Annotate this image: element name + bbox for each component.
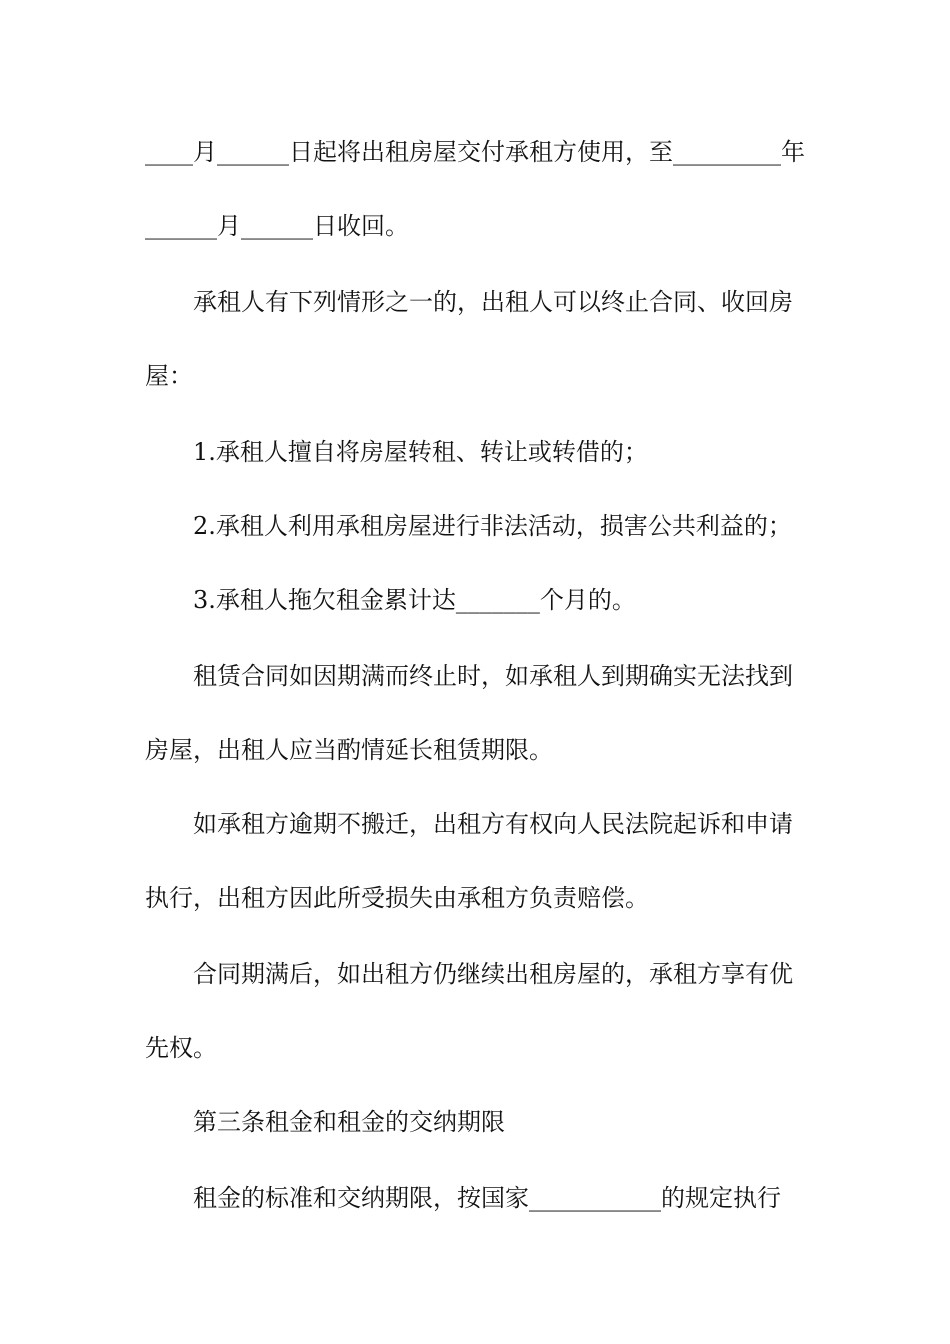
section-heading: 第三条租金和租金的交纳期限 bbox=[193, 1108, 505, 1136]
list-item: 1.承租人擅自将房屋转租、转让或转借的； bbox=[193, 438, 648, 466]
list-item: 2.承租人利用承租房屋进行非法活动，损害公共利益的； bbox=[193, 512, 792, 540]
paragraph-start: 承租人有下列情形之一的，出租人可以终止合同、收回房 bbox=[193, 288, 793, 316]
paragraph-start: 合同期满后，如出租方仍继续出租房屋的，承租方享有优 bbox=[193, 960, 793, 988]
text-line: ____月______日起将出租房屋交付承租方使用，至_________年 bbox=[145, 138, 805, 166]
paragraph-start: 租赁合同如因期满而终止时，如承租人到期确实无法找到 bbox=[193, 662, 793, 690]
text-line: 房屋，出租人应当酌情延长租赁期限。 bbox=[145, 736, 553, 764]
text-line: 执行，出租方因此所受损失由承租方负责赔偿。 bbox=[145, 884, 649, 912]
text-line: ______月______日收回。 bbox=[145, 212, 409, 240]
text-line: 先权。 bbox=[145, 1034, 217, 1062]
text-line: 屋： bbox=[145, 362, 193, 390]
list-item: 3.承租人拖欠租金累计达_______个月的。 bbox=[193, 586, 636, 614]
paragraph-start: 如承租方逾期不搬迁，出租方有权向人民法院起诉和申请 bbox=[193, 810, 793, 838]
paragraph-start: 租金的标准和交纳期限，按国家___________的规定执行 bbox=[193, 1184, 781, 1212]
